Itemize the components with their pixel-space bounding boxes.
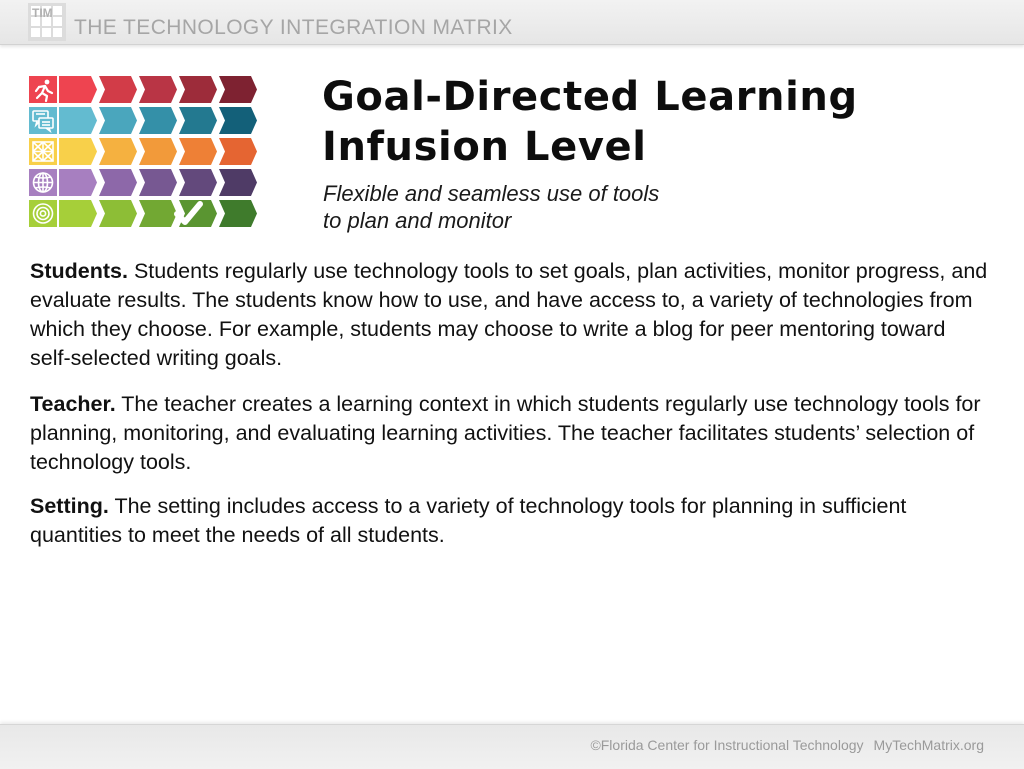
matrix-cell: [99, 200, 137, 227]
scaffold-grid-icon: [29, 138, 57, 165]
students-text: Students regularly use technology tools to set goals, plan activities, monitor progress, and evaluate results. The students know how to use, and have access to, a variety of technologies from which they choose. For example, students may choose to write a blog for peer mentoring toward self-selected writing goals.: [30, 259, 988, 370]
matrix-cell: [99, 169, 137, 196]
matrix-cell: [59, 138, 97, 165]
header-bar: [0, 0, 1024, 45]
footer-website: MyTechMatrix.org: [873, 737, 984, 753]
matrix-cell: [219, 200, 257, 227]
matrix-cell: [59, 200, 97, 227]
setting-label: Setting: [30, 494, 103, 518]
globe-icon: [29, 169, 57, 196]
teacher-label-period: .: [109, 392, 116, 416]
speech-bubbles-icon: [29, 107, 57, 134]
footer-copyright: ©Florida Center for Instructional Technology: [590, 737, 864, 753]
matrix-graphic: [29, 76, 259, 230]
matrix-cell: [179, 138, 217, 165]
setting-description: [30, 492, 990, 550]
title-line-2: Infusion Level: [322, 124, 647, 170]
matrix-cell: [59, 107, 97, 134]
teacher-description: [30, 390, 990, 477]
matrix-cell: [99, 138, 137, 165]
students-description: [30, 257, 990, 373]
footer-bar: [0, 724, 1024, 769]
matrix-cell: [59, 169, 97, 196]
matrix-cell: [99, 76, 137, 103]
matrix-cell: [59, 76, 97, 103]
matrix-cell: [219, 76, 257, 103]
subtitle: [323, 180, 743, 234]
subtitle-line-1: Flexible and seamless use of tools: [323, 181, 660, 206]
matrix-cell: [179, 169, 217, 196]
matrix-cell: [139, 200, 177, 227]
setting-label-period: .: [102, 494, 109, 518]
students-label: Students: [30, 259, 122, 283]
matrix-cell: [179, 76, 217, 103]
tim-logo-icon: [28, 3, 66, 41]
matrix-cell: [179, 107, 217, 134]
students-label-period: .: [121, 259, 128, 283]
matrix-cell: [139, 76, 177, 103]
matrix-cell: [139, 107, 177, 134]
header-title: THE TECHNOLOGY INTEGRATION MATRIX: [74, 16, 513, 39]
setting-text: The setting includes access to a variety of technology tools for planning in sufficient quantities to meet the needs of all students.: [30, 494, 907, 547]
matrix-cell: [219, 107, 257, 134]
page-title: [322, 72, 1002, 172]
matrix-cell: [139, 169, 177, 196]
target-icon: [29, 200, 57, 227]
footer-credits: [590, 737, 984, 753]
matrix-cell: [219, 169, 257, 196]
running-figure-icon: [29, 76, 57, 103]
title-line-1: Goal-Directed Learning: [322, 74, 858, 120]
teacher-text: The teacher creates a learning context in which students regularly use technology tools for planning, monitoring, and evaluating learning activities. The teacher facilitates students’ selection of technology tools.: [30, 392, 981, 474]
matrix-cell: [99, 107, 137, 134]
svg-text:TIM: TIM: [32, 6, 53, 20]
teacher-label: Teacher: [30, 392, 110, 416]
matrix-cell: [219, 138, 257, 165]
subtitle-line-2: to plan and monitor: [323, 208, 512, 233]
matrix-cell: [139, 138, 177, 165]
